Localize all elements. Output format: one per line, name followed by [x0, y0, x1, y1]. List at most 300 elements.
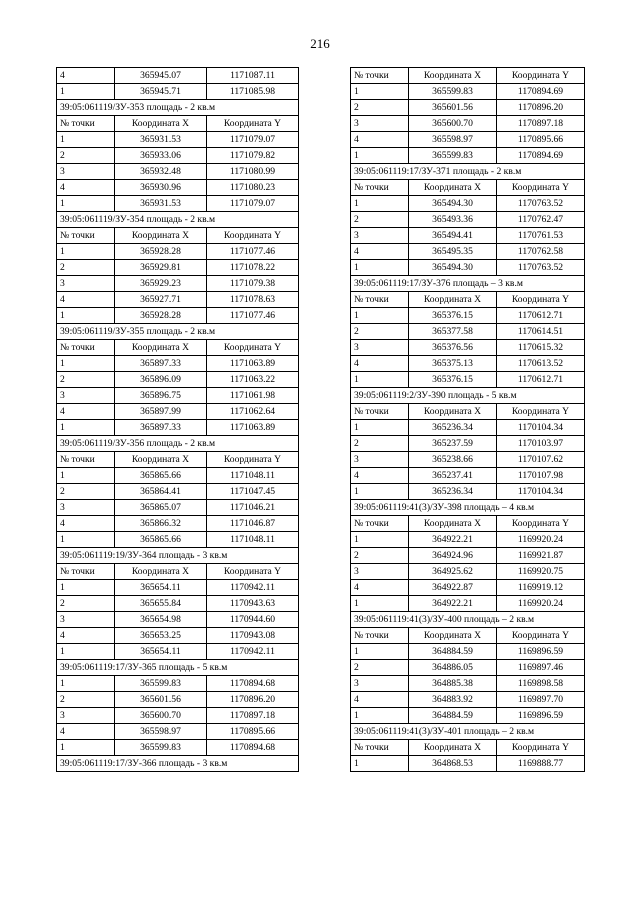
point-number-cell: 1	[351, 532, 409, 548]
point-number-cell: 1	[351, 420, 409, 436]
coordinate-y-cell: 1170894.69	[497, 84, 585, 100]
coordinate-y-cell: 1170103.97	[497, 436, 585, 452]
point-number-cell: 4	[57, 724, 115, 740]
table-row	[351, 660, 585, 676]
point-number-cell: 1	[57, 84, 115, 100]
table-row	[57, 468, 299, 484]
coordinate-y-cell: 1169897.46	[497, 660, 585, 676]
coordinate-y-cell: 1171077.46	[207, 308, 299, 324]
column-header: № точки	[351, 404, 409, 420]
coordinate-x-cell: 365495.35	[409, 244, 497, 260]
coordinate-x-cell: 365375.13	[409, 356, 497, 372]
parcel-caption: 39:05:061119:41(3)/ЗУ-398 площадь – 4 кв.м	[351, 500, 585, 516]
table-row	[351, 484, 585, 500]
table-header-row	[57, 116, 299, 132]
coordinate-y-cell: 1170897.18	[207, 708, 299, 724]
column-header: № точки	[57, 116, 115, 132]
coordinate-x-cell: 365600.70	[115, 708, 207, 724]
table-row	[57, 388, 299, 404]
coordinate-y-cell: 1169920.75	[497, 564, 585, 580]
coordinate-y-cell: 1171078.22	[207, 260, 299, 276]
coordinate-y-cell: 1170943.08	[207, 628, 299, 644]
point-number-cell: 1	[351, 372, 409, 388]
table-header-row	[351, 180, 585, 196]
table-row	[351, 420, 585, 436]
table-row	[351, 676, 585, 692]
parcel-caption-row	[351, 612, 585, 628]
table-header-row	[351, 404, 585, 420]
coordinate-x-cell: 364884.59	[409, 708, 497, 724]
parcel-caption: 39:05:061119:19/ЗУ-364 площадь - 3 кв.м	[57, 548, 299, 564]
coordinate-y-cell: 1171063.89	[207, 356, 299, 372]
parcel-caption-row	[57, 324, 299, 340]
coordinate-x-cell: 365599.83	[115, 676, 207, 692]
parcel-caption-row	[351, 500, 585, 516]
point-number-cell: 4	[351, 692, 409, 708]
coordinate-y-cell: 1169888.77	[497, 756, 585, 772]
coordinate-y-cell: 1171080.23	[207, 180, 299, 196]
table-row	[57, 404, 299, 420]
point-number-cell: 2	[57, 484, 115, 500]
column-header: Координата Y	[207, 340, 299, 356]
parcel-caption: 39:05:061119/ЗУ-356 площадь - 2 кв.м	[57, 436, 299, 452]
table-row	[57, 596, 299, 612]
table-row	[57, 676, 299, 692]
table-row	[57, 148, 299, 164]
column-header: № точки	[351, 628, 409, 644]
table-row	[57, 196, 299, 212]
point-number-cell: 1	[57, 244, 115, 260]
coordinate-x-cell: 365494.30	[409, 260, 497, 276]
point-number-cell: 3	[351, 452, 409, 468]
parcel-caption: 39:05:061119:17/ЗУ-371 площадь - 2 кв.м	[351, 164, 585, 180]
coordinate-x-cell: 365601.56	[115, 692, 207, 708]
coordinate-x-cell: 365932.48	[115, 164, 207, 180]
point-number-cell: 2	[351, 548, 409, 564]
coordinate-y-cell: 1170896.20	[207, 692, 299, 708]
point-number-cell: 3	[351, 676, 409, 692]
coordinate-y-cell: 1171087.11	[207, 68, 299, 84]
coordinate-y-cell: 1170942.11	[207, 644, 299, 660]
point-number-cell: 1	[351, 596, 409, 612]
coordinate-x-cell: 365598.97	[409, 132, 497, 148]
table-row	[351, 372, 585, 388]
point-number-cell: 1	[351, 84, 409, 100]
parcel-caption: 39:05:061119:17/ЗУ-376 площадь – 3 кв.м	[351, 276, 585, 292]
table-row	[351, 708, 585, 724]
coordinate-x-cell: 365653.25	[115, 628, 207, 644]
table-row	[57, 724, 299, 740]
point-number-cell: 4	[351, 468, 409, 484]
point-number-cell: 3	[351, 228, 409, 244]
coordinate-x-cell: 365376.15	[409, 308, 497, 324]
coordinate-x-cell: 365929.81	[115, 260, 207, 276]
table-row	[351, 132, 585, 148]
coordinates-table-right	[350, 67, 585, 772]
table-row	[351, 340, 585, 356]
coordinate-x-cell: 365897.33	[115, 356, 207, 372]
coordinate-y-cell: 1170943.63	[207, 596, 299, 612]
table-header-row	[57, 452, 299, 468]
point-number-cell: 3	[57, 164, 115, 180]
column-header: Координата Y	[497, 404, 585, 420]
point-number-cell: 3	[57, 276, 115, 292]
coordinate-x-cell: 365865.07	[115, 500, 207, 516]
table-row	[57, 164, 299, 180]
coordinate-y-cell: 1170895.66	[497, 132, 585, 148]
coordinate-x-cell: 365896.09	[115, 372, 207, 388]
coordinate-x-cell: 365376.56	[409, 340, 497, 356]
point-number-cell: 3	[57, 612, 115, 628]
point-number-cell: 1	[57, 196, 115, 212]
coordinate-x-cell: 364885.38	[409, 676, 497, 692]
column-header: Координата Y	[207, 452, 299, 468]
coordinate-y-cell: 1170944.60	[207, 612, 299, 628]
coordinate-x-cell: 365600.70	[409, 116, 497, 132]
column-header: Координата X	[409, 404, 497, 420]
point-number-cell: 1	[57, 740, 115, 756]
coordinate-y-cell: 1170104.34	[497, 420, 585, 436]
table-row	[351, 244, 585, 260]
coordinate-x-cell: 364922.87	[409, 580, 497, 596]
point-number-cell: 2	[57, 692, 115, 708]
point-number-cell: 1	[57, 132, 115, 148]
column-header: № точки	[351, 516, 409, 532]
coordinate-x-cell: 365377.58	[409, 324, 497, 340]
coordinate-y-cell: 1169897.70	[497, 692, 585, 708]
coordinate-y-cell: 1170763.52	[497, 196, 585, 212]
coordinate-y-cell: 1171063.89	[207, 420, 299, 436]
table-row	[351, 468, 585, 484]
coordinate-x-cell: 365237.59	[409, 436, 497, 452]
column-header: Координата X	[115, 452, 207, 468]
coordinate-x-cell: 365896.75	[115, 388, 207, 404]
parcel-caption-row	[57, 660, 299, 676]
column-header: № точки	[351, 68, 409, 84]
point-number-cell: 2	[351, 660, 409, 676]
column-header: № точки	[57, 564, 115, 580]
coordinate-y-cell: 1170107.62	[497, 452, 585, 468]
table-header-row	[351, 516, 585, 532]
coordinate-x-cell: 365865.66	[115, 468, 207, 484]
coordinate-x-cell: 364924.96	[409, 548, 497, 564]
table-row	[351, 692, 585, 708]
coordinate-y-cell: 1171063.22	[207, 372, 299, 388]
coordinate-y-cell: 1171062.64	[207, 404, 299, 420]
parcel-caption: 39:05:061119:41(3)/ЗУ-400 площадь – 2 кв.м	[351, 612, 585, 628]
coordinate-y-cell: 1171079.38	[207, 276, 299, 292]
column-header: № точки	[57, 228, 115, 244]
column-header: Координата Y	[497, 516, 585, 532]
parcel-caption-row	[351, 724, 585, 740]
table-row	[57, 516, 299, 532]
table-row	[57, 500, 299, 516]
coordinate-x-cell: 365598.97	[115, 724, 207, 740]
table-row	[351, 596, 585, 612]
parcel-caption: 39:05:061119:2/ЗУ-390 площадь - 5 кв.м	[351, 388, 585, 404]
table-row	[57, 244, 299, 260]
coordinate-y-cell: 1170761.53	[497, 228, 585, 244]
table-row	[57, 84, 299, 100]
point-number-cell: 4	[57, 68, 115, 84]
table-row	[57, 628, 299, 644]
point-number-cell: 3	[351, 116, 409, 132]
table-row	[351, 324, 585, 340]
coordinate-x-cell: 365236.34	[409, 420, 497, 436]
table-row	[351, 532, 585, 548]
coordinate-y-cell: 1170614.51	[497, 324, 585, 340]
coordinate-x-cell: 364884.59	[409, 644, 497, 660]
table-row	[57, 708, 299, 724]
column-header: № точки	[351, 740, 409, 756]
table-row	[57, 132, 299, 148]
coordinate-y-cell: 1171047.45	[207, 484, 299, 500]
coordinate-x-cell: 365933.06	[115, 148, 207, 164]
point-number-cell: 3	[57, 708, 115, 724]
parcel-caption-row	[351, 388, 585, 404]
coordinate-y-cell: 1171079.07	[207, 132, 299, 148]
point-number-cell: 1	[57, 580, 115, 596]
coordinate-x-cell: 365930.96	[115, 180, 207, 196]
column-header: Координата Y	[497, 628, 585, 644]
point-number-cell: 4	[351, 580, 409, 596]
coordinate-x-cell: 365599.83	[409, 84, 497, 100]
column-header: Координата Y	[497, 68, 585, 84]
coordinate-x-cell: 365376.15	[409, 372, 497, 388]
table-row	[57, 260, 299, 276]
table-header-row	[57, 228, 299, 244]
table-row	[351, 756, 585, 772]
coordinate-x-cell: 365493.36	[409, 212, 497, 228]
coordinate-y-cell: 1171061.98	[207, 388, 299, 404]
table-row	[57, 532, 299, 548]
point-number-cell: 2	[351, 324, 409, 340]
parcel-caption-row	[57, 100, 299, 116]
table-row	[351, 212, 585, 228]
point-number-cell: 1	[351, 260, 409, 276]
point-number-cell: 4	[351, 244, 409, 260]
coordinate-y-cell: 1170612.71	[497, 372, 585, 388]
coordinate-y-cell: 1171048.11	[207, 468, 299, 484]
coordinate-y-cell: 1170942.11	[207, 580, 299, 596]
point-number-cell: 2	[57, 260, 115, 276]
coordinate-y-cell: 1170897.18	[497, 116, 585, 132]
table-row	[351, 580, 585, 596]
coordinate-x-cell: 365928.28	[115, 308, 207, 324]
coordinate-x-cell: 364922.21	[409, 596, 497, 612]
coordinate-y-cell: 1170763.52	[497, 260, 585, 276]
column-header: Координата Y	[207, 564, 299, 580]
point-number-cell: 3	[351, 564, 409, 580]
coordinate-y-cell: 1171085.98	[207, 84, 299, 100]
table-row	[57, 580, 299, 596]
column-header: Координата X	[409, 180, 497, 196]
point-number-cell: 1	[57, 356, 115, 372]
table-row	[351, 100, 585, 116]
coordinate-y-cell: 1170762.58	[497, 244, 585, 260]
coordinate-x-cell: 365865.66	[115, 532, 207, 548]
point-number-cell: 1	[351, 484, 409, 500]
table-row	[351, 84, 585, 100]
coordinate-y-cell: 1170104.34	[497, 484, 585, 500]
point-number-cell: 4	[351, 132, 409, 148]
parcel-caption-row	[57, 212, 299, 228]
coordinate-x-cell: 364925.62	[409, 564, 497, 580]
coordinate-y-cell: 1170107.98	[497, 468, 585, 484]
parcel-caption-row	[57, 548, 299, 564]
column-header: № точки	[57, 340, 115, 356]
coordinate-x-cell: 365897.99	[115, 404, 207, 420]
table-row	[351, 564, 585, 580]
table-header-row	[57, 340, 299, 356]
coordinate-y-cell: 1169919.12	[497, 580, 585, 596]
parcel-caption-row	[351, 164, 585, 180]
column-header: № точки	[57, 452, 115, 468]
table-row	[351, 356, 585, 372]
column-header: Координата X	[115, 340, 207, 356]
page-number: 216	[310, 36, 330, 51]
point-number-cell: 3	[57, 500, 115, 516]
coordinate-x-cell: 365929.23	[115, 276, 207, 292]
column-header: Координата X	[409, 628, 497, 644]
parcel-caption: 39:05:061119:17/ЗУ-365 площадь - 5 кв.м	[57, 660, 299, 676]
table-row	[351, 260, 585, 276]
coordinate-x-cell: 365237.41	[409, 468, 497, 484]
column-header: Координата Y	[207, 228, 299, 244]
table-row	[57, 356, 299, 372]
table-row	[57, 276, 299, 292]
coordinate-y-cell: 1170895.66	[207, 724, 299, 740]
coordinate-y-cell: 1169921.87	[497, 548, 585, 564]
coordinate-x-cell: 365866.32	[115, 516, 207, 532]
point-number-cell: 4	[57, 516, 115, 532]
coordinate-y-cell: 1170613.52	[497, 356, 585, 372]
column-header: Координата Y	[207, 116, 299, 132]
coordinate-x-cell: 365599.83	[409, 148, 497, 164]
coordinate-y-cell: 1169896.59	[497, 644, 585, 660]
coordinate-y-cell: 1169896.59	[497, 708, 585, 724]
table-row	[57, 692, 299, 708]
point-number-cell: 2	[351, 212, 409, 228]
table-header-row	[57, 564, 299, 580]
coordinate-x-cell: 365654.11	[115, 644, 207, 660]
point-number-cell: 1	[351, 756, 409, 772]
coordinate-y-cell: 1171046.87	[207, 516, 299, 532]
coordinate-y-cell: 1170762.47	[497, 212, 585, 228]
table-header-row	[351, 628, 585, 644]
coordinate-y-cell: 1171048.11	[207, 532, 299, 548]
coordinate-x-cell: 365928.28	[115, 244, 207, 260]
column-header: Координата X	[115, 564, 207, 580]
coordinate-x-cell: 365238.66	[409, 452, 497, 468]
table-row	[351, 548, 585, 564]
column-header: Координата Y	[497, 292, 585, 308]
column-header: Координата Y	[497, 740, 585, 756]
coordinates-table-left	[56, 67, 299, 772]
table-header-row	[351, 292, 585, 308]
point-number-cell: 4	[57, 180, 115, 196]
column-header: Координата X	[115, 116, 207, 132]
coordinate-y-cell: 1171077.46	[207, 244, 299, 260]
coordinate-x-cell: 365945.71	[115, 84, 207, 100]
column-header: Координата Y	[497, 180, 585, 196]
table-row	[57, 740, 299, 756]
point-number-cell: 1	[57, 468, 115, 484]
table-row	[351, 308, 585, 324]
point-number-cell: 2	[57, 148, 115, 164]
table-header-row	[351, 740, 585, 756]
point-number-cell: 3	[57, 388, 115, 404]
table-row	[351, 228, 585, 244]
point-number-cell: 4	[57, 292, 115, 308]
point-number-cell: 1	[57, 676, 115, 692]
point-number-cell: 1	[57, 308, 115, 324]
column-header: № точки	[351, 292, 409, 308]
coordinate-x-cell: 365601.56	[409, 100, 497, 116]
parcel-caption: 39:05:061119/ЗУ-353 площадь - 2 кв.м	[57, 100, 299, 116]
coordinate-x-cell: 364883.92	[409, 692, 497, 708]
point-number-cell: 1	[57, 644, 115, 660]
table-row	[57, 292, 299, 308]
parcel-caption: 39:05:061119:41(3)/ЗУ-401 площадь – 2 кв.м	[351, 724, 585, 740]
coordinate-x-cell: 364922.21	[409, 532, 497, 548]
coordinate-y-cell: 1169920.24	[497, 596, 585, 612]
coordinate-x-cell: 365236.34	[409, 484, 497, 500]
coordinate-y-cell: 1170612.71	[497, 308, 585, 324]
coordinate-x-cell: 365654.11	[115, 580, 207, 596]
coordinate-y-cell: 1169898.58	[497, 676, 585, 692]
coordinate-x-cell: 364886.05	[409, 660, 497, 676]
point-number-cell: 2	[57, 372, 115, 388]
table-row	[351, 644, 585, 660]
table-row	[57, 68, 299, 84]
table-row	[57, 612, 299, 628]
table-row	[351, 452, 585, 468]
coordinate-y-cell: 1170894.68	[207, 740, 299, 756]
table-row	[351, 148, 585, 164]
coordinate-y-cell: 1171046.21	[207, 500, 299, 516]
parcel-caption-row	[351, 276, 585, 292]
coordinate-x-cell: 365654.98	[115, 612, 207, 628]
table-row	[57, 484, 299, 500]
coordinate-y-cell: 1170894.69	[497, 148, 585, 164]
coordinate-x-cell: 364868.53	[409, 756, 497, 772]
point-number-cell: 4	[57, 628, 115, 644]
coordinate-x-cell: 365494.41	[409, 228, 497, 244]
coordinate-x-cell: 365945.07	[115, 68, 207, 84]
parcel-caption: 39:05:061119/ЗУ-355 площадь - 2 кв.м	[57, 324, 299, 340]
point-number-cell: 4	[57, 404, 115, 420]
point-number-cell: 1	[351, 196, 409, 212]
coordinate-x-cell: 365599.83	[115, 740, 207, 756]
coordinate-x-cell: 365927.71	[115, 292, 207, 308]
parcel-caption: 39:05:061119/ЗУ-354 площадь - 2 кв.м	[57, 212, 299, 228]
table-row	[351, 196, 585, 212]
column-header: Координата X	[409, 740, 497, 756]
coordinate-x-cell: 365494.30	[409, 196, 497, 212]
point-number-cell: 1	[351, 708, 409, 724]
table-row	[57, 372, 299, 388]
point-number-cell: 2	[351, 436, 409, 452]
coordinate-y-cell: 1169920.24	[497, 532, 585, 548]
table-row	[57, 644, 299, 660]
coordinate-y-cell: 1171080.99	[207, 164, 299, 180]
coordinate-x-cell: 365655.84	[115, 596, 207, 612]
coordinate-x-cell: 365931.53	[115, 132, 207, 148]
column-header: № точки	[351, 180, 409, 196]
point-number-cell: 2	[351, 100, 409, 116]
point-number-cell: 3	[351, 340, 409, 356]
